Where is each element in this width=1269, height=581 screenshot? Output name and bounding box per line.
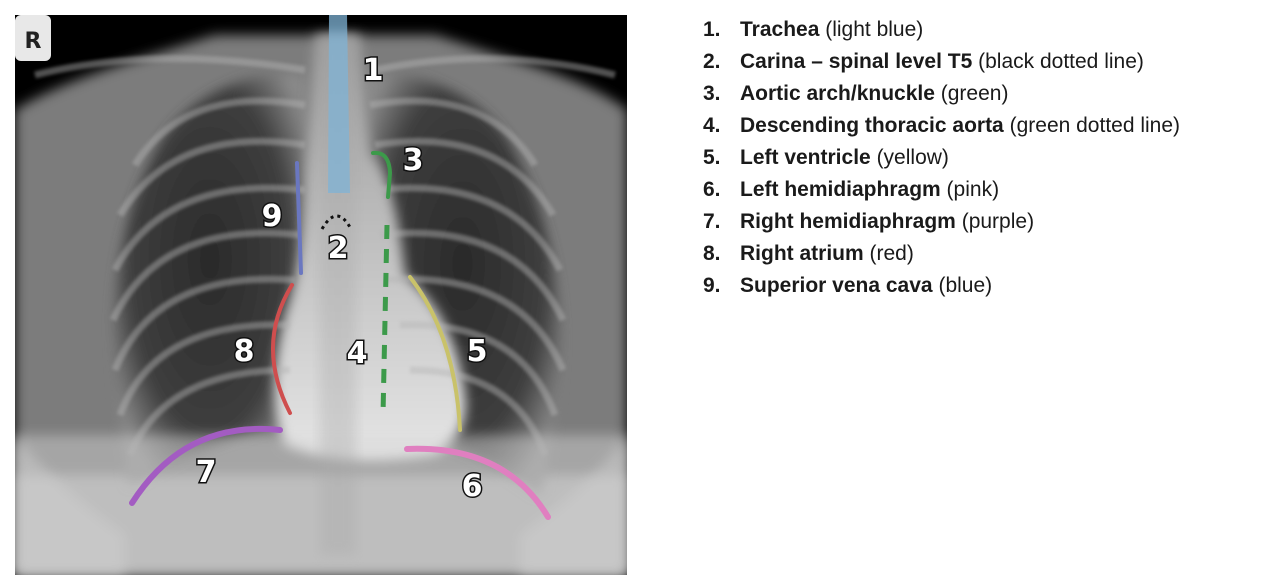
legend-item: 3. Aortic arch/knuckle (green) [703, 82, 1009, 105]
side-marker-text: R [24, 29, 42, 54]
legend-list [703, 14, 1180, 302]
legend-term: Superior vena cava [740, 274, 933, 297]
legend-item: 1. Trachea (light blue) [703, 18, 924, 41]
legend-item: 7. Right hemidiaphragm (purple) [703, 210, 1035, 233]
legend-item: 6. Left hemidiaphragm (pink) [703, 178, 1000, 201]
legend-term: Right hemidiaphragm [740, 210, 956, 233]
legend-term: Carina – spinal level T5 [740, 50, 973, 73]
legend-note: (blue) [938, 274, 993, 297]
label-2: 2 [327, 231, 349, 266]
label-3: 3 [402, 143, 424, 178]
legend-note: (black dotted line) [978, 50, 1144, 73]
legend-note: (pink) [946, 178, 1000, 201]
legend-item: 8. Right atrium (red) [703, 242, 914, 265]
legend-item: 5. Left ventricle (yellow) [703, 146, 949, 169]
legend-term: Left hemidiaphragm [740, 178, 941, 201]
legend-term: Aortic arch/knuckle [740, 82, 935, 105]
label-7: 7 [195, 455, 217, 490]
chest-xray-image [15, 15, 627, 575]
legend-term: Descending thoracic aorta [740, 114, 1004, 137]
legend-note: (light blue) [825, 18, 924, 41]
label-5: 5 [466, 334, 488, 369]
label-1: 1 [362, 53, 384, 88]
label-4: 4 [346, 336, 368, 371]
legend-term: Right atrium [740, 242, 864, 265]
label-9: 9 [261, 199, 283, 234]
legend-note: (yellow) [876, 146, 949, 169]
label-8: 8 [233, 334, 255, 369]
legend-note: (red) [869, 242, 914, 265]
legend-item: 2. Carina – spinal level T5 (black dotted line) [703, 50, 1144, 73]
trachea-overlay [328, 15, 350, 193]
legend-note: (purple) [961, 210, 1035, 233]
legend-term: Trachea [740, 18, 820, 41]
legend-note: (green dotted line) [1009, 114, 1181, 137]
legend-note: (green) [940, 82, 1009, 105]
legend-term: Left ventricle [740, 146, 871, 169]
label-6: 6 [461, 469, 483, 504]
legend-item: 9. Superior vena cava (blue) [703, 274, 993, 297]
legend-item: 4. Descending thoracic aorta (green dotted line) [703, 114, 1181, 137]
side-marker [15, 15, 51, 61]
